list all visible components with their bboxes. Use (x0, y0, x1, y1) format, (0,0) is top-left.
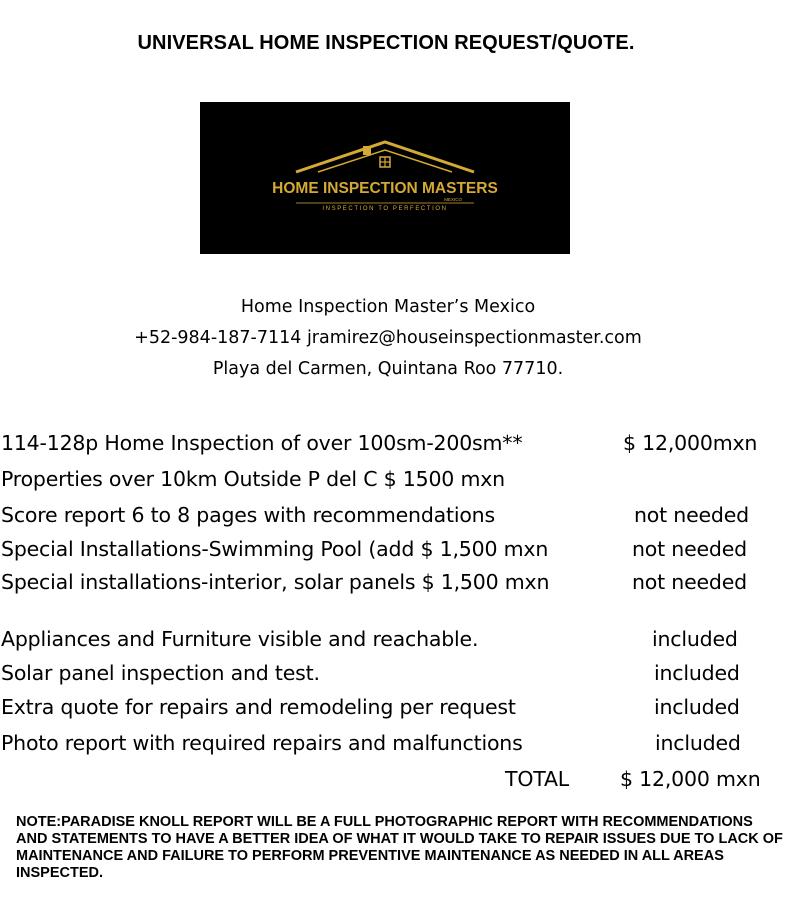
line-item-description: Special Installations-Swimming Pool (add $ 1,500 mxn (1, 537, 549, 561)
company-name: Home Inspection Master’s Mexico (240, 297, 536, 317)
total-label: TOTAL (505, 767, 570, 791)
line-item-value: included (655, 731, 741, 755)
house-roof-icon (200, 102, 570, 254)
line-item-value: not needed (632, 570, 747, 594)
line-item-description: Solar panel inspection and test. (1, 661, 320, 685)
logo-region: MEXICO (444, 197, 462, 202)
line-item-value: included (654, 661, 740, 685)
line-item-description: Extra quote for repairs and remodeling per request (1, 695, 516, 719)
logo-name: HOME INSPECTION MASTERS (272, 180, 498, 197)
line-item-description: Photo report with required repairs and malfunctions (1, 731, 523, 755)
document-title: UNIVERSAL HOME INSPECTION REQUEST/QUOTE. (137, 32, 635, 54)
line-item-description: 114-128p Home Inspection of over 100sm-200sm** (1, 431, 523, 455)
line-item-description: Score report 6 to 8 pages with recommendations (1, 503, 495, 527)
logo-tagline: INSPECTION TO PERFECTION (322, 206, 448, 212)
line-item-value: included (652, 627, 738, 651)
line-item-description: Appliances and Furniture visible and reachable. (1, 627, 479, 651)
line-item-value: not needed (632, 537, 747, 561)
line-item-description: Special installations-interior, solar panels $ 1,500 mxn (1, 570, 550, 594)
phone-email: +52-984-187-7114 jramirez@houseinspectionmaster.com (134, 328, 642, 348)
line-item-value: not needed (634, 503, 749, 527)
company-logo (200, 102, 570, 254)
company-address: Playa del Carmen, Quintana Roo 77710. (212, 359, 564, 379)
total-value: $ 12,000 mxn (620, 767, 761, 791)
line-item-value: $ 12,000mxn (623, 431, 758, 455)
note-text: NOTE:PARADISE KNOLL REPORT WILL BE A FULL PHOTOGRAPHIC REPORT WITH RECOMMENDATIONS AND STATEMENTS TO HAVE A BETTER IDEA OF WHAT IT WOULD TAKE TO REPAIR ISSUES DUE TO LACK OF MAINTENANCE AND FAILURE TO PERFORM PREVENTIVE MAINTENANCE AS NEEDED IN ALL AREAS INSPECTED. (16, 814, 783, 881)
line-item-value: included (654, 695, 740, 719)
line-item-description: Properties over 10km Outside P del C $ 1500 mxn (1, 467, 505, 491)
